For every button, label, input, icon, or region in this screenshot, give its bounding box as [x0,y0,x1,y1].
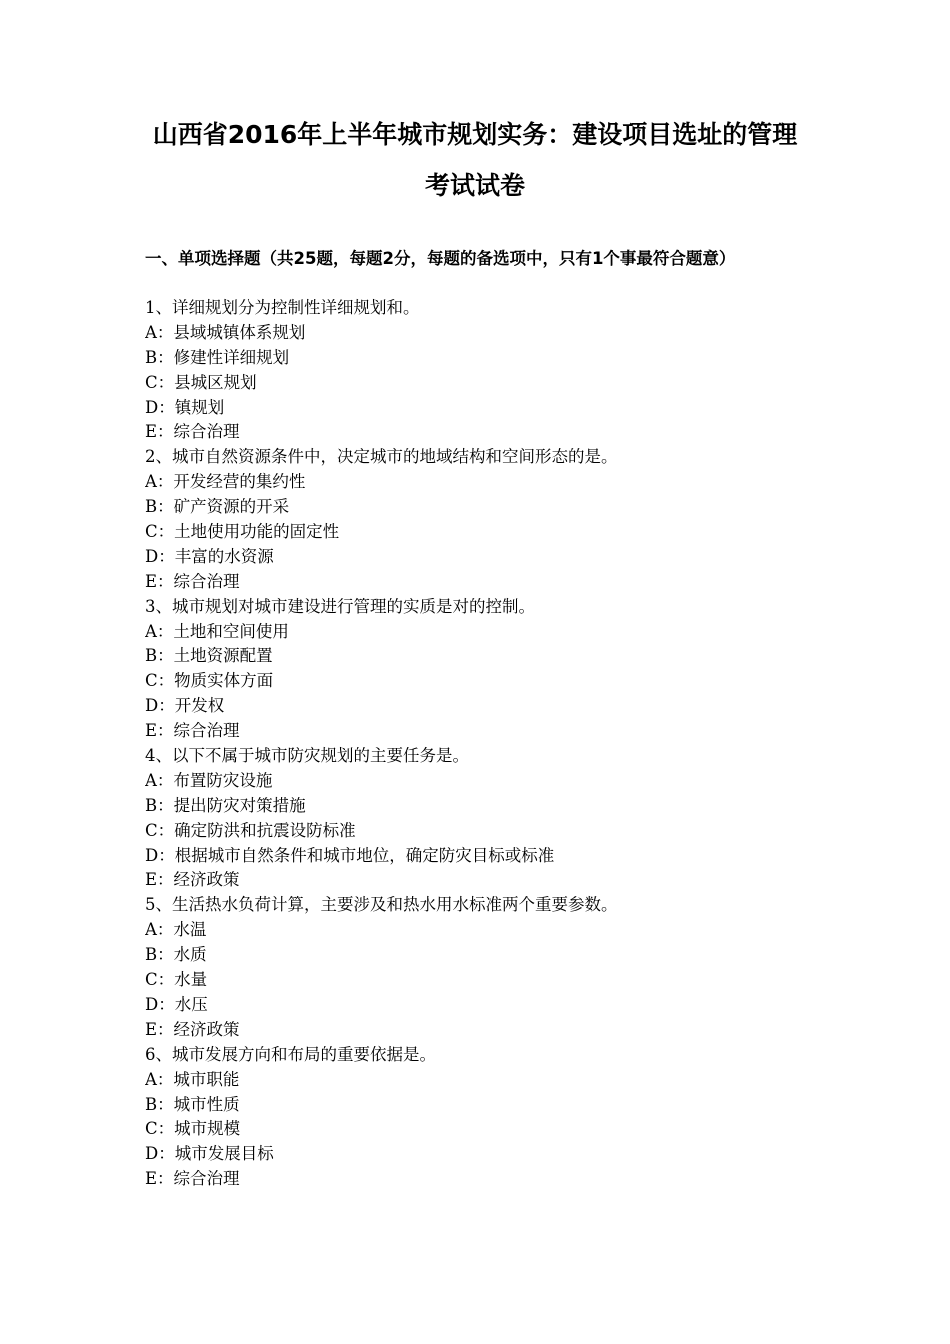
question-option: E：综合治理 [145,571,240,591]
document-title-line-2: 考试试卷 [424,171,525,200]
question-option: A：布置防灾设施 [145,770,273,790]
question-option: C：县城区规划 [145,372,257,392]
question-option: B：城市性质 [145,1094,240,1114]
question-option: C：城市规模 [145,1119,241,1139]
question-option: C：水量 [145,970,208,990]
question-4 [145,744,825,893]
question-option: D：丰富的水资源 [145,546,274,566]
question-option: C：确定防洪和抗震设防标准 [145,820,356,840]
question-option: A：城市职能 [145,1069,240,1089]
question-option: D：城市发展目标 [145,1144,274,1164]
question-3 [145,595,825,744]
question-option: A：水温 [145,920,207,940]
question-stem: 3、城市规划对城市建设进行管理的实质是对的控制。 [145,596,535,616]
question-option: D：根据城市自然条件和城市地位，确定防灾目标或标准 [145,845,555,865]
section-heading: 一、单项选择题（共25题，每题2分，每题的备选项中，只有1个事最符合题意） [145,249,736,268]
question-option: B：水质 [145,945,207,965]
document-title-line-1: 山西省2016年上半年城市规划实务：建设项目选址的管理 [152,120,798,149]
question-option: A：县域城镇体系规划 [145,322,306,342]
question-option: B：提出防灾对策措施 [145,795,306,815]
question-option: E：经济政策 [145,1019,240,1039]
question-stem: 1、详细规划分为控制性详细规划和。 [145,298,420,317]
question-stem: 2、城市自然资源条件中，决定城市的地域结构和空间形态的是。 [145,447,618,467]
question-5 [145,893,825,1042]
question-option: B：矿产资源的开采 [145,497,290,517]
question-option: D：水压 [145,994,208,1014]
question-option: A：开发经营的集约性 [145,472,306,492]
question-option: E：经济政策 [145,870,240,890]
question-option: D：开发权 [145,696,225,716]
question-stem: 4、以下不属于城市防灾规划的主要任务是。 [145,746,469,766]
question-option: C：物质实体方面 [145,671,274,691]
question-option: E：综合治理 [145,422,240,442]
question-option: E：综合治理 [145,721,240,741]
question-option: D：镇规划 [145,397,225,417]
question-stem: 6、城市发展方向和布局的重要依据是。 [145,1044,436,1064]
question-stem: 5、生活热水负荷计算，主要涉及和热水用水标准两个重要参数。 [145,895,618,915]
question-6 [145,1043,825,1192]
question-option: A：土地和空间使用 [145,621,289,641]
question-list [145,296,825,1192]
question-1 [145,296,825,445]
question-option: B：土地资源配置 [145,646,273,666]
question-2 [145,445,825,594]
question-option: E：综合治理 [145,1169,240,1189]
question-option: C：土地使用功能的固定性 [145,522,340,542]
question-option: B：修建性详细规划 [145,347,290,367]
